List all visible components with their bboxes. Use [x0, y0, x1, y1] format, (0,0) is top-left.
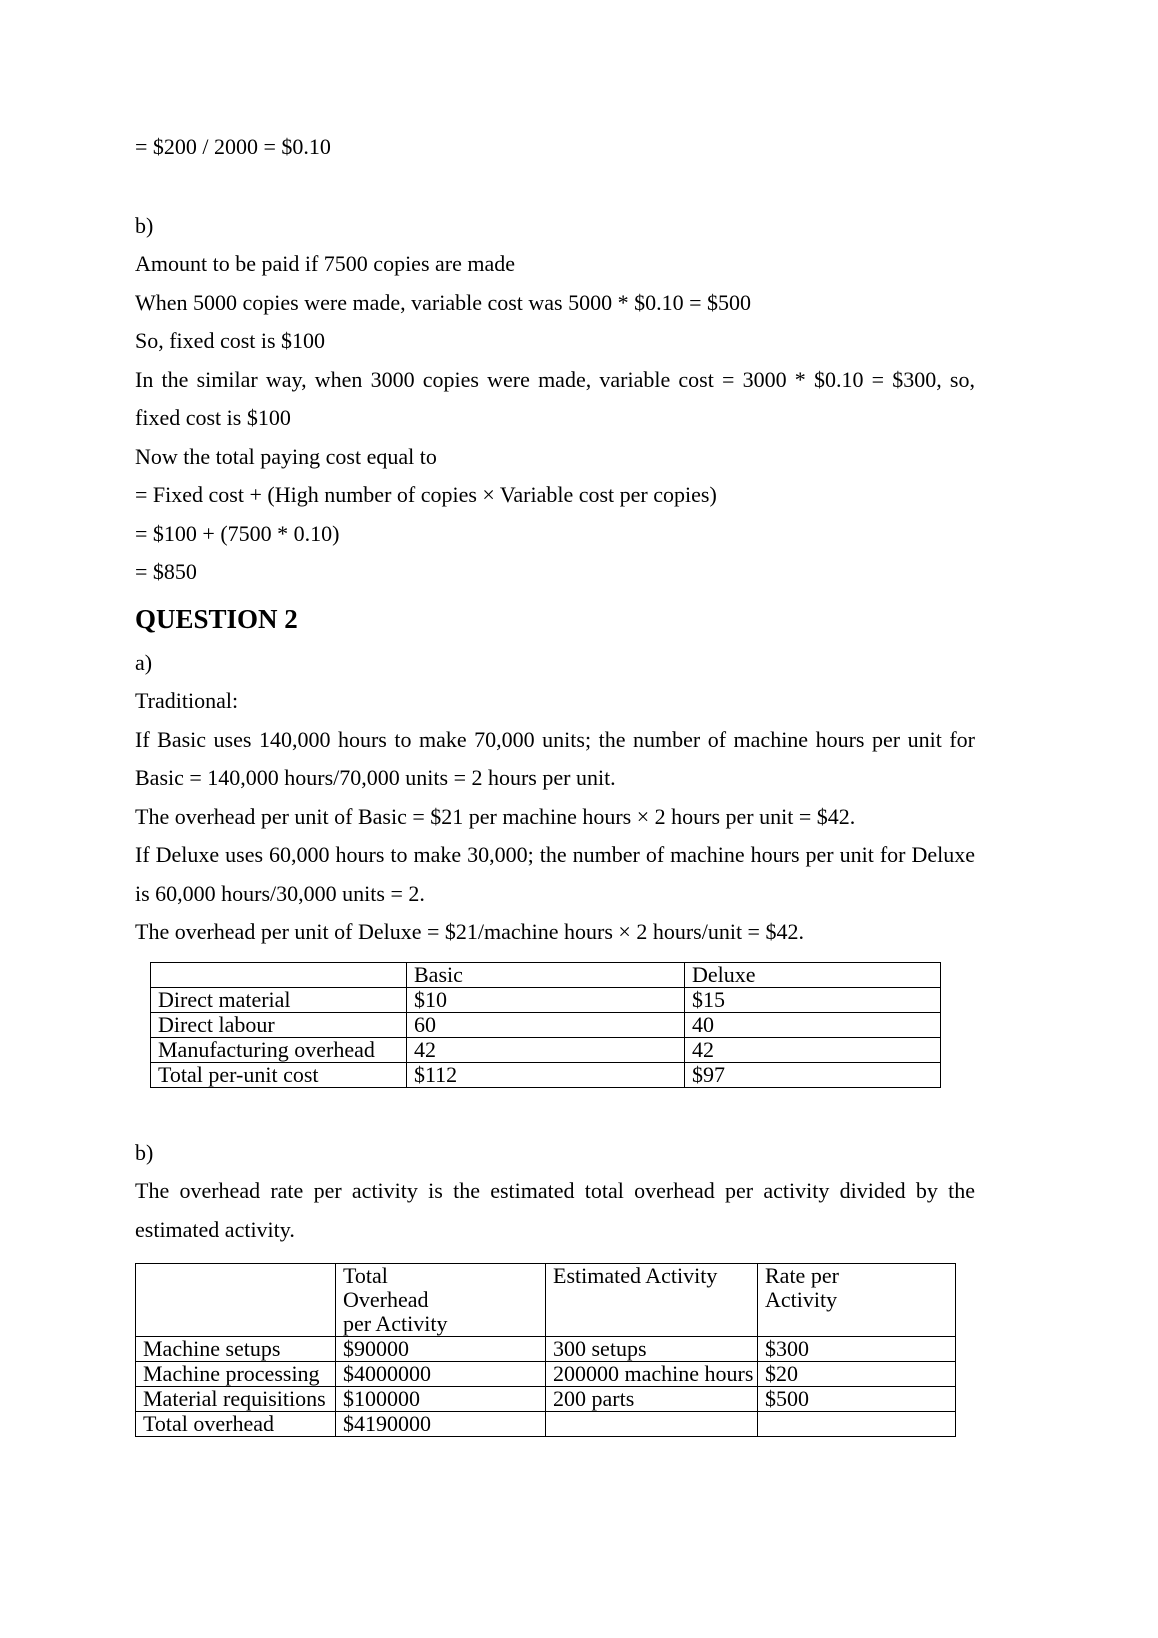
table-cell: $97 [685, 1062, 941, 1087]
paragraph: Now the total paying cost equal to [135, 443, 437, 469]
header-cell [758, 1264, 956, 1337]
table-cell [758, 1412, 956, 1437]
section-b1-label: b) [135, 212, 154, 238]
header-cell-text: Total Overhead per Activity [343, 1263, 448, 1336]
header-cell: Estimated Activity [546, 1264, 758, 1337]
per-unit-cost-table [150, 962, 941, 1088]
paragraph: The overhead rate per activity is the estimated total overhead per activity divided by the estimated activity. [135, 1178, 975, 1242]
row-label-cell: Total per-unit cost [151, 1062, 407, 1087]
header-cell-text: Rate per Activity [765, 1263, 839, 1312]
table-cell: $20 [758, 1362, 956, 1387]
table-cell: $112 [407, 1062, 685, 1087]
table-cell: $90000 [336, 1337, 546, 1362]
header-cell: Deluxe [685, 962, 941, 987]
document-page [135, 128, 975, 1437]
table-cell: 200 parts [546, 1387, 758, 1412]
header-cell: Basic [407, 962, 685, 987]
row-label-cell: Manufacturing overhead [151, 1037, 407, 1062]
paragraph: = $100 + (7500 * 0.10) [135, 520, 340, 546]
table-row [151, 987, 941, 1012]
paragraph: = $850 [135, 559, 197, 584]
section-b2-label: b) [135, 1139, 154, 1165]
table-row [136, 1337, 956, 1362]
paragraph: Amount to be paid if 7500 copies are made [135, 251, 516, 276]
row-label-cell: Machine setups [136, 1337, 336, 1362]
paragraph: If Basic uses 140,000 hours to make 70,000 units; the number of machine hours per unit for Basic = 140,000 hours/70,000 units = 2 hours per unit. [135, 726, 975, 790]
table-row [136, 1387, 956, 1412]
paragraph: = Fixed cost + (High number of copies × Variable cost per copies) [135, 482, 717, 507]
question-2-heading: QUESTION 2 [135, 603, 298, 634]
table-row [151, 1037, 941, 1062]
row-label-cell: Material requisitions [136, 1387, 336, 1412]
section-a-label: a) [135, 649, 153, 675]
row-label-cell: Machine processing [136, 1362, 336, 1387]
paragraph: In the similar way, when 3000 copies were made, variable cost = 3000 * $0.10 = $300, so, fixed cost is $100 [135, 366, 975, 430]
row-label-cell: Direct labour [151, 1012, 407, 1037]
row-label-cell: Direct material [151, 987, 407, 1012]
table-cell: $10 [407, 987, 685, 1012]
paragraph: So, fixed cost is $100 [135, 328, 326, 353]
table-cell: $300 [758, 1337, 956, 1362]
table-cell: $4000000 [336, 1362, 546, 1387]
paragraph: The overhead per unit of Deluxe = $21/machine hours × 2 hours/unit = $42. [135, 919, 804, 944]
table-cell [546, 1412, 758, 1437]
paragraph: The overhead per unit of Basic = $21 per machine hours × 2 hours per unit = $42. [135, 803, 856, 829]
table-cell: 60 [407, 1012, 685, 1037]
table-cell: $15 [685, 987, 941, 1012]
table-header-row [151, 962, 941, 987]
paragraph: When 5000 copies were made, variable cost was 5000 * $0.10 = $500 [135, 289, 752, 315]
header-cell [151, 962, 407, 987]
overhead-rate-table [135, 1263, 956, 1437]
paragraph: If Deluxe uses 60,000 hours to make 30,000; the number of machine hours per unit for Deluxe is 60,000 hours/30,000 units = 2. [135, 842, 975, 906]
header-cell [336, 1264, 546, 1337]
table-cell: 40 [685, 1012, 941, 1037]
table-cell: 200000 machine hours [546, 1362, 758, 1387]
table-cell: 42 [407, 1037, 685, 1062]
table-header-row [136, 1264, 956, 1337]
calculation-result-line: = $200 / 2000 = $0.10 [135, 134, 331, 159]
table-cell: 300 setups [546, 1337, 758, 1362]
paragraph: Traditional: [135, 688, 239, 713]
row-label-cell: Total overhead [136, 1412, 336, 1437]
table-row [136, 1412, 956, 1437]
table-cell: $4190000 [336, 1412, 546, 1437]
table-row [151, 1012, 941, 1037]
table-row [136, 1362, 956, 1387]
table-cell: $500 [758, 1387, 956, 1412]
table-row [151, 1062, 941, 1087]
table-cell: 42 [685, 1037, 941, 1062]
table-cell: $100000 [336, 1387, 546, 1412]
header-cell [136, 1264, 336, 1337]
